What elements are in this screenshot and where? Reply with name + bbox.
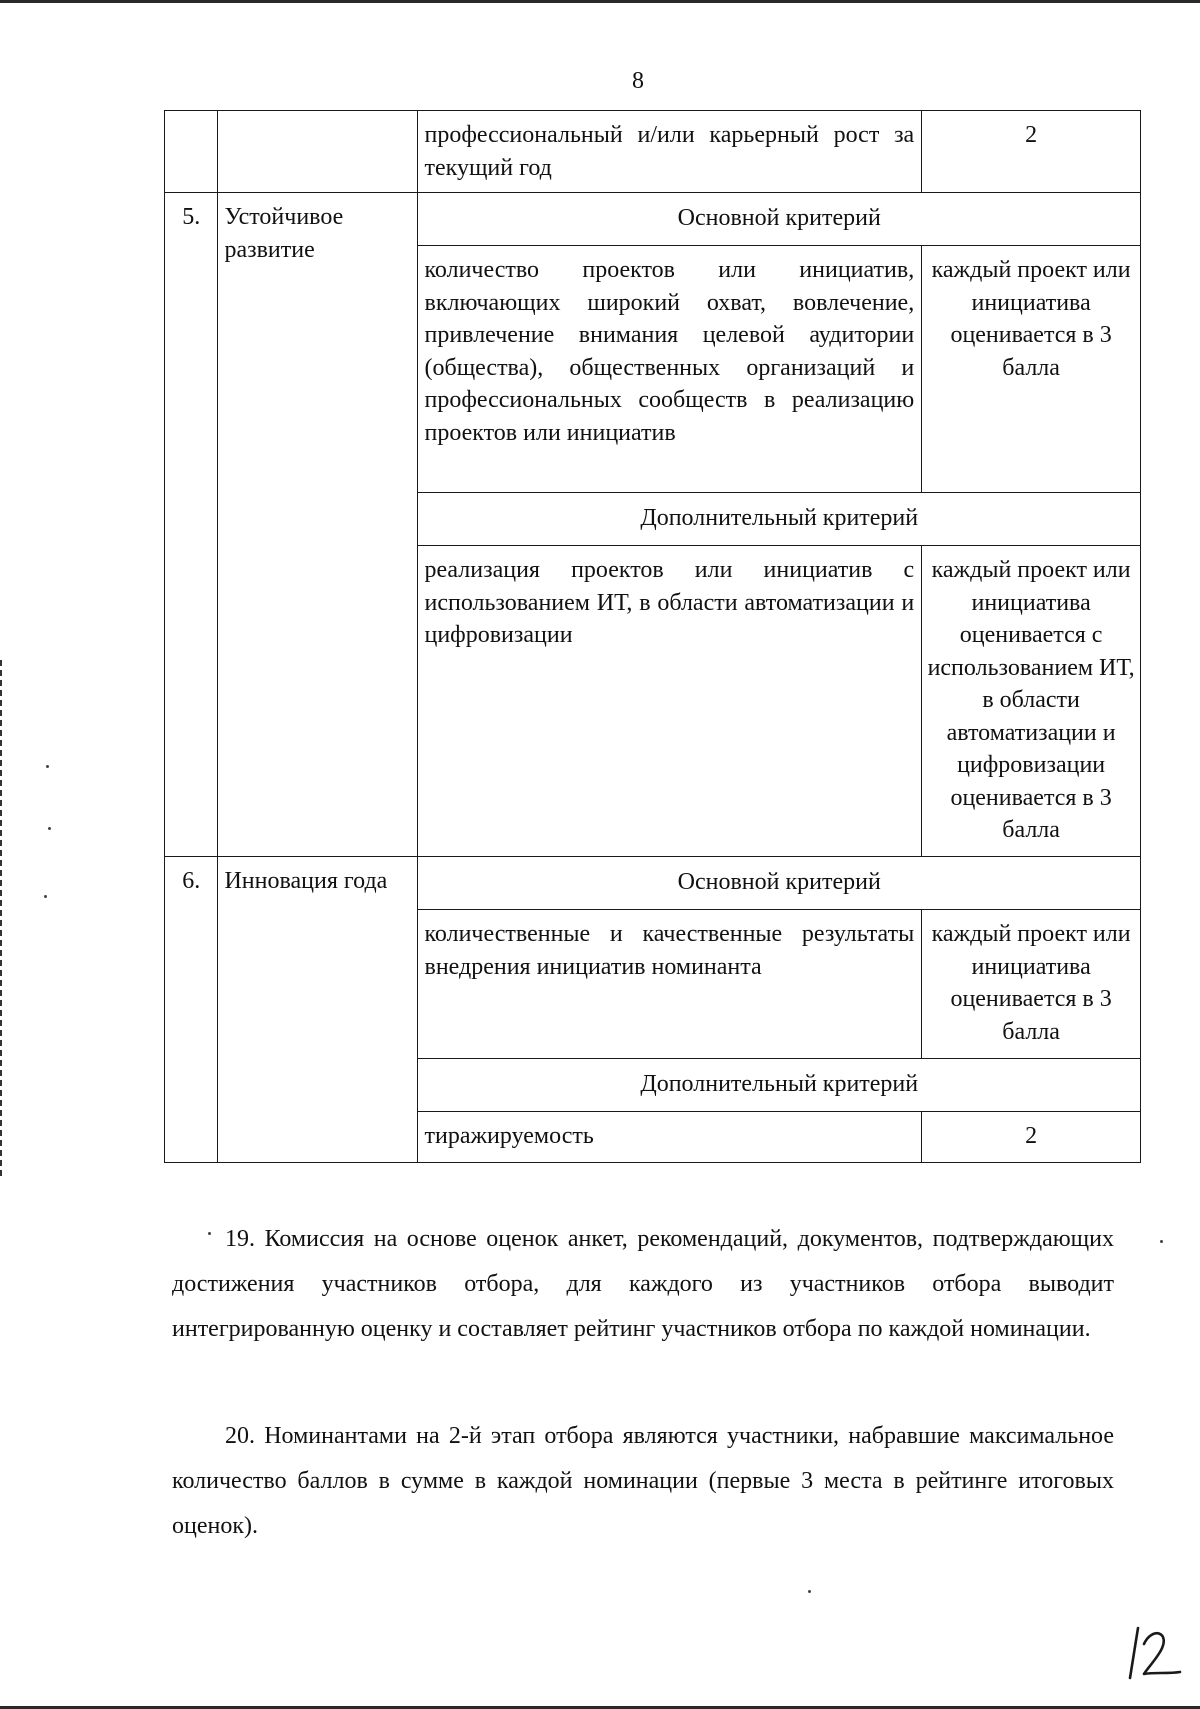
- handwritten-page-mark: [1124, 1622, 1184, 1684]
- scan-left-edge: [0, 660, 2, 1180]
- scan-speck: [1160, 1240, 1163, 1243]
- cell-name: [218, 111, 418, 193]
- cell-num: [165, 111, 218, 193]
- criteria-table: [164, 110, 1141, 1163]
- main-criterion-header: Основной критерий: [418, 857, 1141, 910]
- main-criterion-desc: [418, 910, 922, 1059]
- main-criterion-header: Основной критерий: [418, 193, 1141, 246]
- criterion-text: количественные и качественные результаты внедрения инициатив номинанта: [424, 921, 915, 980]
- table-row-section-5-main-header: [165, 193, 1141, 246]
- scan-top-border: [0, 0, 1200, 3]
- main-criterion-score: каждый проект или инициатива оценивается в 3 балла: [922, 246, 1141, 493]
- scan-speck: [46, 765, 49, 768]
- scan-speck: [208, 1232, 211, 1235]
- extra-criterion-header: Дополнительный критерий: [418, 493, 1141, 546]
- section-number: 6.: [165, 857, 218, 1163]
- section-number: 5.: [165, 193, 218, 857]
- main-criterion-score: каждый проект или инициатива оценивается в 3 балла: [922, 910, 1141, 1059]
- nomination-name: Устойчивое развитие: [218, 193, 418, 857]
- main-criterion-desc: [418, 246, 922, 493]
- extra-criterion-desc: [418, 546, 922, 857]
- extra-criterion-desc: [418, 1112, 922, 1163]
- extra-criterion-score: 2: [922, 1112, 1141, 1163]
- table-row-section-6-main-header: [165, 857, 1141, 910]
- scan-speck: [48, 827, 51, 830]
- criterion-text: количество проектов или инициатив, включающих широкий охват, вовлечение, привлечение внимания целевой аудитории (общества), общественных организаций и профессиональных сообществ в реализацию проектов или инициатив: [424, 257, 915, 446]
- cell-desc: [418, 111, 922, 193]
- extra-criterion-score: каждый проект или инициатива оценивается с использованием ИТ, в области автоматизации и цифровизации оценивается в 3 балла: [922, 546, 1141, 857]
- scan-speck: [808, 1590, 811, 1593]
- cell-score: 2: [922, 111, 1141, 193]
- criterion-text: профессиональный и/или карьерный рост за текущий год: [424, 122, 915, 181]
- nomination-name: Инновация года: [218, 857, 418, 1163]
- table-row-continuation: [165, 111, 1141, 193]
- scan-speck: [44, 895, 47, 898]
- paragraph-19: 19. Комиссия на основе оценок анкет, рекомендаций, документов, подтверждающих достижения участников отбора, для каждого из участников отбора выводит интегрированную оценку и составляет рейтинг участников отбора по каждой номинации.: [172, 1226, 1114, 1342]
- criterion-text: реализация проектов или инициатив с использованием ИТ, в области автоматизации и цифровизации: [424, 557, 915, 648]
- paragraph-20: 20. Номинантами на 2-й этап отбора являются участники, набравшие максимальное количество баллов в сумме в каждой номинации (первые 3 места в рейтинге итоговых оценок).: [172, 1423, 1114, 1539]
- page-number: 8: [632, 68, 644, 94]
- extra-criterion-header: Дополнительный критерий: [418, 1059, 1141, 1112]
- criterion-text: тиражируемость: [424, 1123, 594, 1149]
